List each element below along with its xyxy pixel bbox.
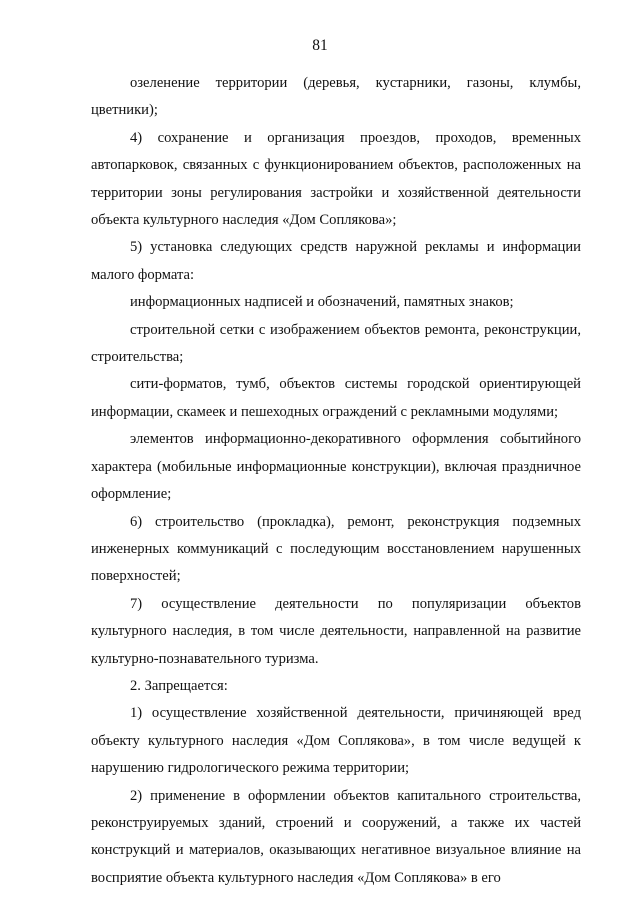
paragraph-item-7-popularization: 7) осуществление деятельности по популяризации объектов культурного наследия, в том числе деятельности, направленной на развитие культурно-познавательного туризма. — [91, 595, 581, 667]
paragraph-item-4-driveways: 4) сохранение и организация проездов, проходов, временных автопарковок, связанных с функционированием объектов, расположенных на территории зоны регулирования застройки и хозяйственной деятельности объекта культурного наследия «Дом Соплякова»; — [91, 129, 581, 229]
paragraph-prohibited-item-2: 2) применение в оформлении объектов капитального строительства, реконструируемых зданий, строений и сооружений, а также их частей конструкций и материалов, оказывающих негативное визуальное влияние на восприятие объекта культурного наследия «Дом Соплякова» в его — [91, 787, 581, 886]
paragraph-info-signs: информационных надписей и обозначений, памятных знаков; — [130, 294, 514, 311]
paragraph-section-2-prohibited: 2. Запрещается: — [130, 677, 228, 694]
paragraph-item-5-advertising: 5) установка следующих средств наружной рекламы и информации малого формата: — [91, 239, 581, 283]
page-number: 81 — [312, 37, 328, 54]
paragraph-event-decor: элементов информационно-декоративного оформления событийного характера (мобильные информационные конструкции), включая праздничное оформление; — [91, 431, 581, 503]
paragraph-city-formats: сити-форматов, тумб, объектов системы городской ориентирующей информации, скамеек и пешеходных ограждений с рекламными модулями; — [91, 376, 581, 420]
paragraph-prohibited-item-1: 1) осуществление хозяйственной деятельности, причиняющей вред объекту культурного наследия «Дом Соплякова», в том числе ведущей к нарушению гидрологического режима территории; — [91, 705, 581, 777]
document-body — [91, 70, 581, 892]
paragraph-landscaping: озеленение территории (деревья, кустарники, газоны, клумбы, цветники); — [91, 75, 581, 119]
paragraph-construction-mesh: строительной сетки с изображением объектов ремонта, реконструкции, строительства; — [91, 321, 581, 366]
paragraph-item-6-utilities: 6) строительство (прокладка), ремонт, реконструкция подземных инженерных коммуникаций с последующим восстановлением нарушенных поверхностей; — [91, 513, 581, 585]
